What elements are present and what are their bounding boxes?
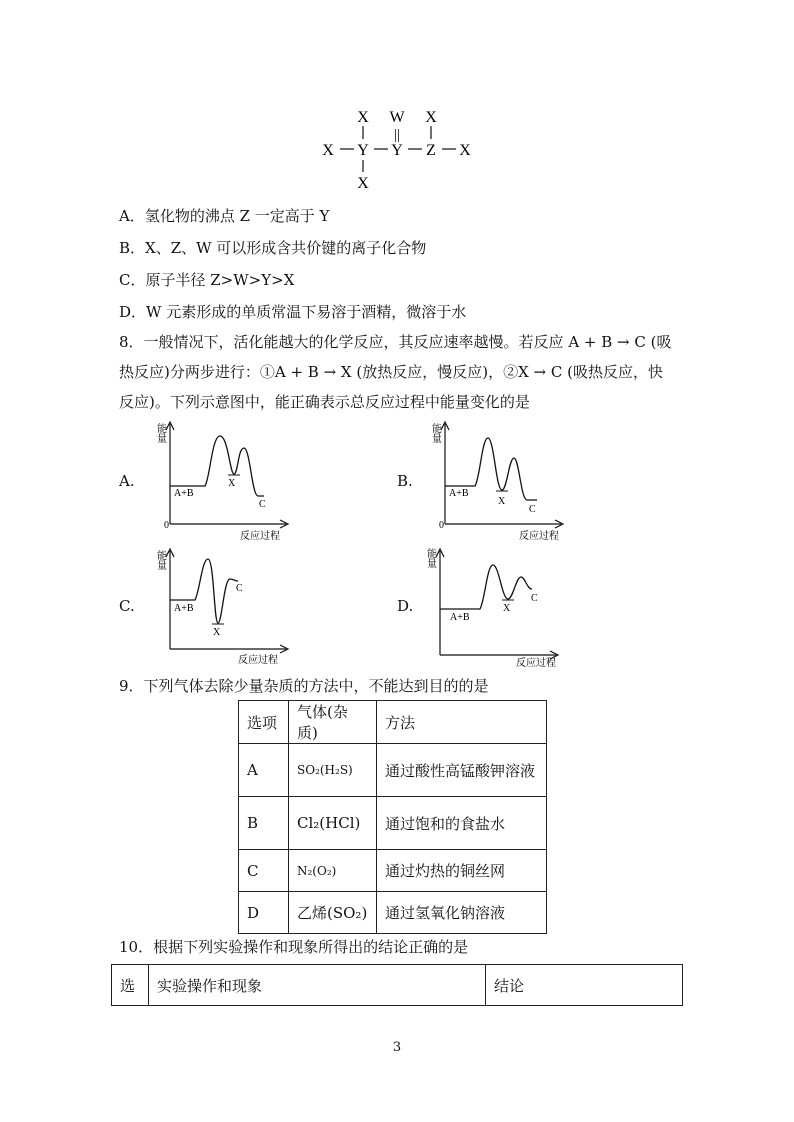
graph-d-y-label-2: 量 xyxy=(427,559,437,570)
q7-option-d: D．W 元素形成的单质常温下易溶于酒精，微溶于水 xyxy=(119,303,467,321)
graph-b-intermediate: X xyxy=(498,496,506,507)
table-row xyxy=(239,850,547,892)
bottom-x: X xyxy=(357,175,369,192)
energy-graph-d xyxy=(420,545,570,670)
graph-c-product: C xyxy=(236,583,243,594)
row-option: A xyxy=(239,744,289,797)
q8-option-c-label: C. xyxy=(119,597,135,615)
chain-y2: Y xyxy=(391,142,403,159)
q8-stem xyxy=(119,327,679,417)
q7-option-a: A．氢化物的沸点 Z 一定高于 Y xyxy=(119,207,330,225)
table-header-row xyxy=(239,701,547,744)
chain-x-left: X xyxy=(322,142,334,159)
header-option: 选项 xyxy=(239,701,289,744)
energy-graph-a xyxy=(150,418,300,543)
double-bond: || xyxy=(393,127,401,143)
row-method: 通过酸性高锰酸钾溶液 xyxy=(377,744,547,797)
graph-b-y-label-1: 能 xyxy=(432,424,442,435)
row-gas: Cl₂(HCl) xyxy=(289,797,377,850)
row-gas: 乙烯(SO₂) xyxy=(289,892,377,934)
header-operation: 实验操作和现象 xyxy=(149,965,486,1006)
row-gas: SO₂(H₂S) xyxy=(289,744,377,797)
graph-c-reactant: A+B xyxy=(174,603,194,614)
q9-title: 9．下列气体去除少量杂质的方法中，不能达到目的的是 xyxy=(119,677,489,695)
energy-graph-b xyxy=(425,418,575,543)
energy-graph-c xyxy=(150,545,300,670)
graph-a-reactant: A+B xyxy=(174,488,194,499)
graph-d-reactant: A+B xyxy=(450,612,470,623)
graph-c-y-label-1: 能 xyxy=(157,551,167,562)
header-method: 方法 xyxy=(377,701,547,744)
chain-x-right: X xyxy=(459,142,471,159)
table-header-row xyxy=(112,965,683,1006)
row-option: C xyxy=(239,850,289,892)
graph-a-origin: 0 xyxy=(164,520,169,531)
graph-b-origin: 0 xyxy=(439,520,444,531)
graph-a-product: C xyxy=(259,499,266,510)
header-gas: 气体(杂质) xyxy=(289,701,377,744)
q10-title: 10．根据下列实验操作和现象所得出的结论正确的是 xyxy=(119,938,469,956)
table-row xyxy=(239,797,547,850)
q7-option-b: B．X、Z、W 可以形成含共价键的离子化合物 xyxy=(119,239,427,257)
top-x-right: X xyxy=(425,109,437,126)
graph-d-y-label-1: 能 xyxy=(427,549,437,560)
graph-b-x-label: 反应过程 xyxy=(519,531,559,542)
graph-a-intermediate: X xyxy=(228,478,236,489)
q8-line-3: 反应)。下列示意图中，能正确表示总反应过程中能量变化的是 xyxy=(119,393,530,411)
structural-formula xyxy=(310,100,490,195)
graph-d-product: C xyxy=(531,593,538,604)
page-number: 3 xyxy=(392,1040,402,1055)
graph-c-intermediate: X xyxy=(213,627,221,638)
row-method: 通过饱和的食盐水 xyxy=(377,797,547,850)
row-option: D xyxy=(239,892,289,934)
graph-d-intermediate: X xyxy=(503,603,511,614)
q10-table xyxy=(111,964,683,1006)
chain-z: Z xyxy=(426,142,436,159)
table-row xyxy=(239,744,547,797)
graph-b-y-label-2: 量 xyxy=(432,434,442,445)
graph-a-x-label: 反应过程 xyxy=(240,531,280,542)
graph-d-x-label: 反应过程 xyxy=(516,658,556,669)
graph-a-y-label-1: 能 xyxy=(157,424,167,435)
row-method: 通过灼热的铜丝网 xyxy=(377,850,547,892)
chain-y1: Y xyxy=(357,142,369,159)
row-gas: N₂(O₂) xyxy=(289,850,377,892)
q7-option-c: C．原子半径 Z>W>Y>X xyxy=(119,271,295,289)
top-x-left: X xyxy=(357,109,369,126)
graph-c-x-label: 反应过程 xyxy=(238,655,278,666)
row-option: B xyxy=(239,797,289,850)
table-row xyxy=(239,892,547,934)
q8-option-a-label: A. xyxy=(119,472,135,490)
q8-line-2: 热反应)分两步进行：①A + B → X (放热反应，慢反应)，②X → C (吸热反应，快 xyxy=(119,363,663,381)
q9-table xyxy=(238,700,547,934)
q8-option-d-label: D. xyxy=(397,597,414,615)
q8-line-1: 8．一般情况下，活化能越大的化学反应，其反应速率越慢。若反应 A + B → C (吸 xyxy=(119,333,672,351)
q8-option-b-label: B. xyxy=(397,472,413,490)
graph-c-y-label-2: 量 xyxy=(157,561,167,572)
row-method: 通过氢氧化钠溶液 xyxy=(377,892,547,934)
graph-a-y-label-2: 量 xyxy=(157,434,167,445)
graph-b-reactant: A+B xyxy=(449,488,469,499)
header-option: 选 xyxy=(112,965,149,1006)
graph-b-product: C xyxy=(529,504,536,515)
header-conclusion: 结论 xyxy=(486,965,683,1006)
top-w: W xyxy=(389,109,405,126)
